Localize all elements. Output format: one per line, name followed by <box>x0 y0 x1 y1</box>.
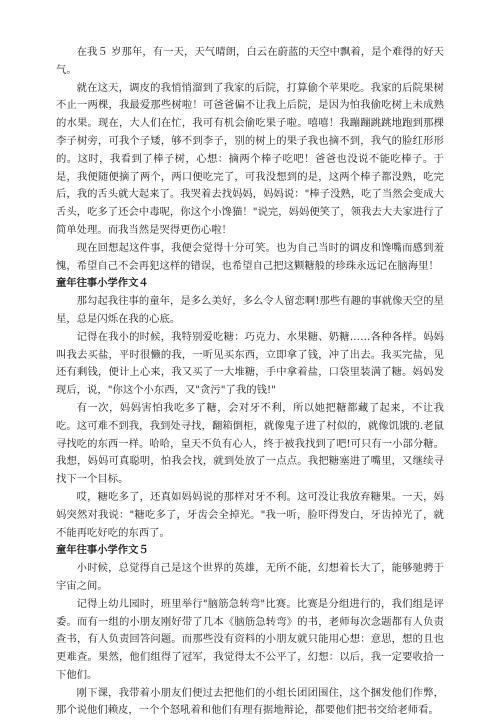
document-page <box>56 44 444 720</box>
paragraph: 小时候，总觉得自己是这个世界的英雄，无所不能，幻想着长大了，能够驰骋于宇宙之间。 <box>56 562 444 592</box>
paragraph: 就在这天，调皮的我悄悄溜到了我家的后院，打算偷个苹果吃。我家的后院果树不止一两棵，我最爱那些树啦！可爸爸偏不让我上后院，是因为怕我偷吃树上未成熟的水果。现在，大人们在忙，我可有机会偷吃果子啦。嘻嘻！我蹦蹦跳跳地跑到那棵李子树旁，可我个子矮，够不到李子，别的树上的果子我也摘不到，我气的脸红形形的。这时，我看到了棒子树，心想：摘两个棒子吃吧！爸爸也没说不能吃棒子。于是，我便随便摘了两个，两口便吃完了，可我没想到的是，这两个棒子都没熟，吃完后，我的舌头就大起来了。我哭着去找妈妈，妈妈说："棒子没熟，吃了当然会变成大舌头，吃多了还会中毒呢，你这个小馋猫！"说完，妈妈便笑了，领我去大夫家进行了简单处理。而我当然是哭得更伤心啦！ <box>56 81 444 236</box>
paragraph: 有一次，妈妈害怕我吃多了糖，会对牙不利，所以她把糖都藏了起来，不让我吃。这可难不到我，我到处寻找，翻箱倒柜，就像鬼子进了村似的，就像饥饿的.老鼠寻找吃的东西一样。哈哈，皇天不负有心人，终于被我找到了吧!可只有一小部分糖。我想，妈妈可真聪明，怕我会找，就到处放了一点点。我把糖塞进了嘴里，又继续寻找下一个目标。 <box>56 401 444 486</box>
paragraph: 那勾起我往事的童年，是多么美好，多么令人留恋啊!那些有趣的事就像天空的星星，总是闪烁在我的心底。 <box>56 295 444 325</box>
paragraph: 在我５ 岁那年，有一天，天气晴朗，白云在蔚蓝的天空中飘着，是个难得的好天气。 <box>56 46 444 76</box>
paragraph: 现在回想起这件事，我便会觉得十分可笑。也为自己当时的调皮和馋嘴而感到羞愧，希望自己不会再犯这样的错误，也希望自己把这颗糖般的珍珠永远记在脑海里！ <box>56 241 444 272</box>
paragraph: 哎，糖吃多了，还真如妈妈说的那样对牙不利。这可没让我放弃糖果。一天，妈妈突然对我说："糖吃多了，牙齿会全掉光。"我一听，脸吓得发白，牙齿掉光了，就不能再吃好吃的东西了。 <box>56 490 444 539</box>
paragraph: 记得上幼儿园时，班里举行"脑筋急转弯"比赛。比赛是分组进行的，我们组是评委。而有一组的小朋友刚好带了几本《脑筋急转弯》的书，老师每次念题都有人负责查书，有人负责回答问题。而那些没有资料的小朋友就只能用心想：意思，想的且也更难查。果然，他们组得了冠军，我觉得太不公平了，幻想：以后，我一定要收拾一下他们。 <box>56 597 444 681</box>
section-heading: 童年往事小学作文５ <box>56 544 149 557</box>
paragraph: 记得在我小的时候，我特别爱吃糖：巧克力、水果糖、奶糖……各种各样。妈妈叫我去买盐，平时很懒的我，一听见买东西，立即拿了钱，冲了出去。我买完盐，见还有剩钱，便计上心来，我又买了一大堆糖，手中拿着盐，口袋里装满了糖。妈妈发现后，说，"你这个小东西，又"贪污"了我的钱!" <box>56 330 444 397</box>
paragraph: 刚下课，我带着小朋友们便过去把他们的小组长团团围住，这个捆发他们作弊，那个说他们赖皮，一个个怒吼着和他们有理有据地辩论，都要他们把书交给老师看。 <box>56 686 444 717</box>
section-heading: 童年往事小学作文４ <box>56 277 149 290</box>
